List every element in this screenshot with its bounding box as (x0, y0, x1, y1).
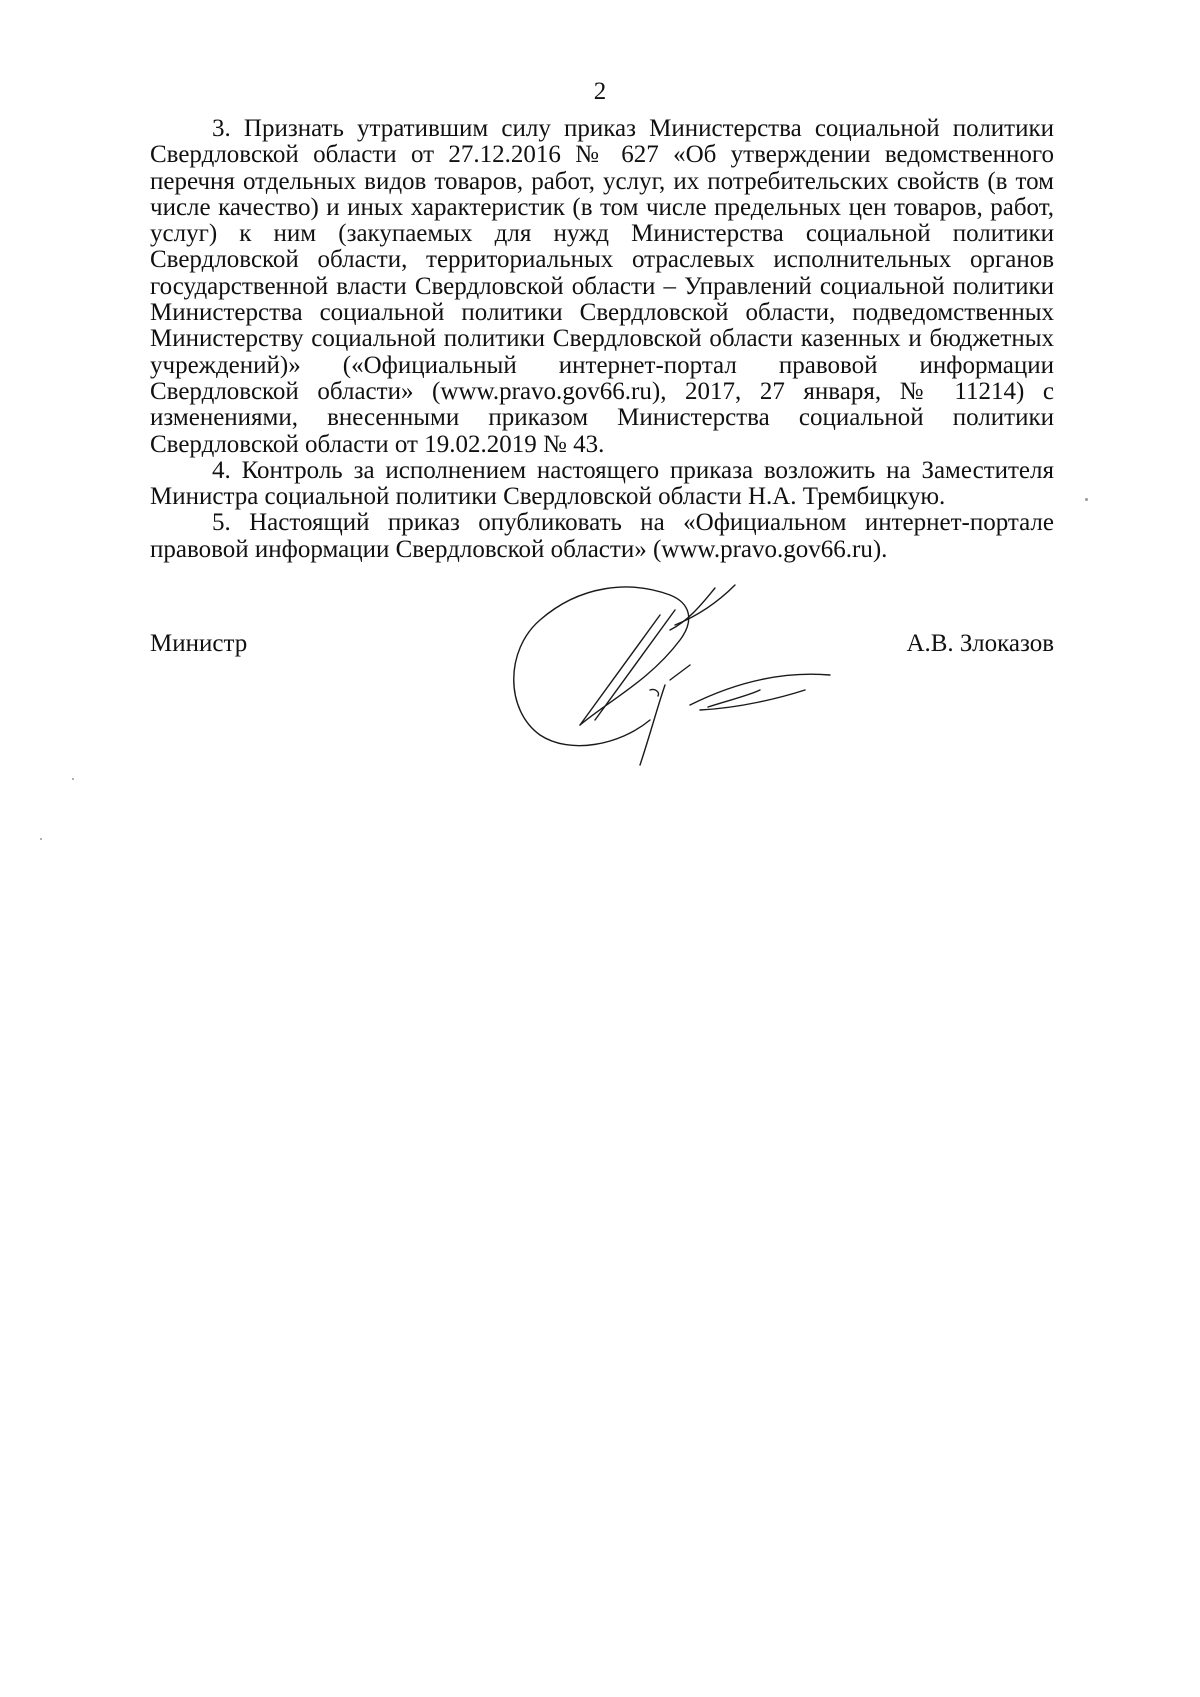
paragraph-4: 4. Контроль за исполнением настоящего приказа возложить на Заместителя Министра социальной политики Свердловской области Н.А. Трембицкую. (150, 456, 1054, 511)
handwritten-signature (500, 570, 840, 770)
scan-speck (40, 838, 42, 840)
page-number: 2 (593, 78, 607, 105)
scan-speck (72, 778, 74, 780)
signatory-name: А.В. Злоказов (906, 630, 1054, 657)
signatory-title: Министр (150, 630, 248, 657)
document-body (150, 116, 1054, 563)
paragraph-3: 3. Признать утратившим силу приказ Министерства социальной политики Свердловской области от 27.12.2016 № 627 «Об утверждении ведомственного перечня отдельных видов товаров, работ, услуг, их потребительских свойств (в том числе качество) и иных характеристик (в том числе предельных цен товаров, работ, услуг) к ним (закупаемых для нужд Министерства социальной политики Свердловской области, территориальных отраслевых исполнительных органов государственной власти Свердловской области – Управлений социальной политики Министерства социальной политики Свердловской области, подведомственных Министерству социальной политики Свердловской области казенных и бюджетных учреждений)» («Официальный интернет-портал правовой информации Свердловской области» (www.pravo.gov66.ru), 2017, 27 января, № 11214) с изменениями, внесенными приказом Министерства социальной политики Свердловской области от 19.02.2019 № 43. (150, 115, 1054, 458)
scan-speck (1085, 498, 1088, 501)
paragraph-5: 5. Настоящий приказ опубликовать на «Официальном интернет-портале правовой информации Свердловской области» (www.pravo.gov66.ru). (150, 509, 1054, 563)
